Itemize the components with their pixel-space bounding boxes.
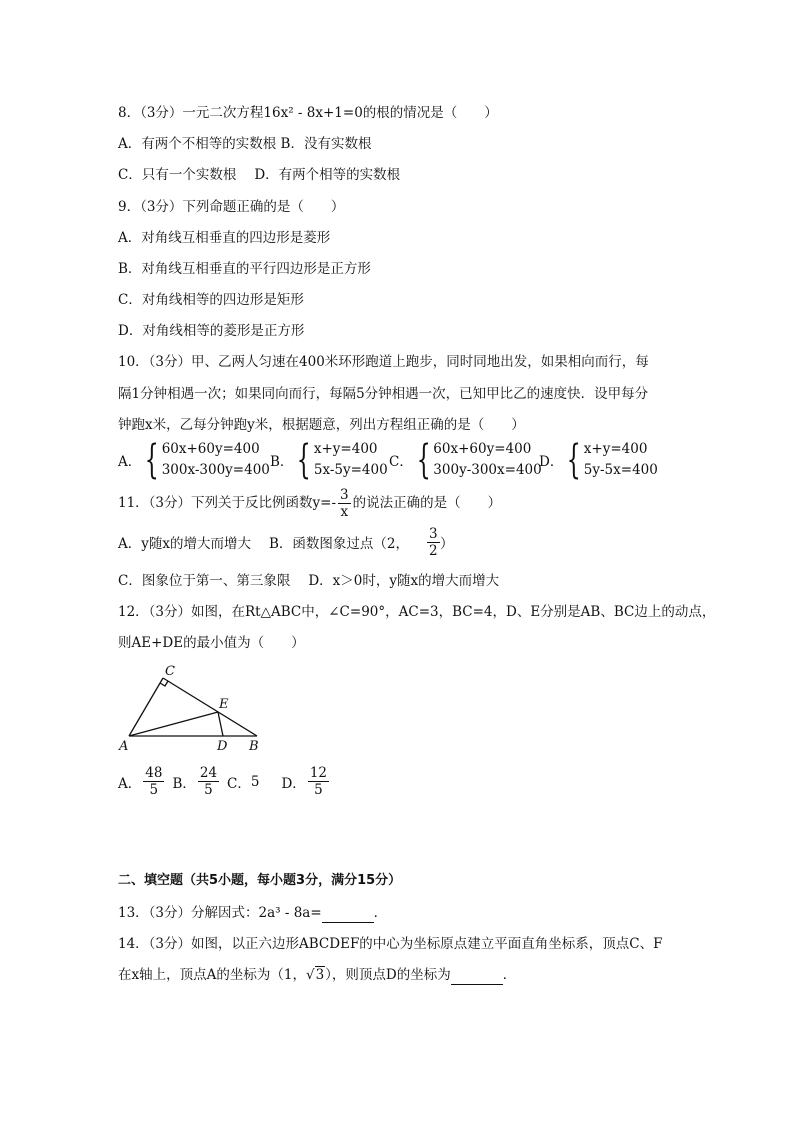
q10-option-d-label: D． — [539, 454, 564, 470]
brace-symbol: { — [567, 437, 582, 483]
q10-stem-line2: 隔1分钟相遇一次；如果同向而行，每隔5分钟相遇一次，已知甲比乙的速度快．设甲每分 — [118, 386, 649, 402]
q13-answer-blank — [322, 904, 374, 923]
q10-c-eq1: 60x+60y=400 — [433, 441, 532, 457]
sqrt-symbol: √3 — [305, 967, 325, 983]
q12-option-d-fraction — [308, 765, 329, 798]
q11-options-cd — [118, 572, 499, 590]
q11-option-b-denominator: 2 — [429, 543, 438, 559]
q12-option-c-value: 5 — [250, 773, 260, 790]
brace-symbol: { — [416, 437, 431, 483]
q12-option-b-label: B． — [172, 775, 196, 792]
q11-stem-post: 的说法正确的是（ ） — [352, 495, 502, 511]
q8-option-c: C．只有一个实数根 — [118, 167, 237, 183]
q8-option-ab: A．有两个不相等的实数根 B．没有实数根 — [118, 136, 372, 152]
section-heading: 二、填空题（共5小题，每小题3分，满分15分） — [118, 873, 402, 888]
label-d: D — [217, 739, 228, 754]
q14-stem-line1: 14．（3分）如图，以正六边形ABCDEF的中心为坐标原点建立平面直角坐标系，顶点C、F — [118, 936, 663, 952]
q11-option-b-pre: B．函数图象过点（2， — [269, 536, 410, 552]
q11-fraction-denominator: x — [340, 504, 349, 520]
label-a: A — [119, 739, 129, 754]
q10-option-a — [118, 439, 270, 481]
q12-option-d-label: D． — [281, 775, 306, 792]
q11-option-b-post: ） — [440, 536, 454, 552]
q8-option-d: D．有两个相等的实数根 — [254, 167, 401, 183]
q9-option-a: A．对角线互相垂直的四边形是菱形 — [118, 230, 331, 246]
numerator: 12 — [309, 765, 327, 781]
numerator: 48 — [145, 765, 163, 781]
q10-option-b — [270, 439, 388, 481]
q11-option-b-numerator: 3 — [429, 526, 438, 542]
q14-end: ． — [502, 967, 517, 983]
q11-fraction-numerator: 3 — [340, 487, 349, 503]
q14-answer-blank — [451, 966, 503, 985]
brace-symbol: { — [144, 437, 159, 483]
q10-d-eq1: x+y=400 — [583, 441, 648, 457]
q9-option-d: D．对角线相等的菱形是正方形 — [118, 323, 305, 339]
q11-fraction-sign: - — [331, 495, 337, 511]
q12-triangle-figure — [115, 660, 265, 755]
label-b: B — [249, 739, 259, 754]
q11-option-b-fraction — [427, 526, 440, 559]
q10-b-eq1: x+y=400 — [313, 441, 378, 457]
q13-end: ． — [373, 905, 388, 921]
q14-text-pre: 在x轴上，顶点A的坐标为（1， — [118, 967, 306, 983]
q14-text-mid: ），则顶点D的坐标为 — [325, 967, 451, 983]
segment-ae — [129, 712, 218, 736]
q8-stem: 8．（3分）一元二次方程16x² - 8x+1=0的根的情况是（ ） — [118, 105, 498, 121]
q12-option-a-fraction — [143, 765, 164, 798]
q11-options-ab — [118, 535, 409, 553]
q11-fraction — [338, 487, 351, 520]
q10-option-c-label: C． — [389, 454, 413, 470]
label-e: E — [219, 697, 229, 712]
q11-option-c: C．图象位于第一、第三象限 — [118, 573, 291, 589]
q9-stem: 9．（3分）下列命题正确的是（ ） — [118, 199, 345, 215]
brace-symbol: { — [297, 437, 312, 483]
q10-c-eq2: 300y-300x=400 — [433, 462, 542, 478]
q13-text: 13．（3分）分解因式：2a³ - 8a= — [118, 905, 322, 921]
q9-option-c: C．对角线相等的四边形是矩形 — [118, 292, 304, 308]
q10-b-eq2: 5x-5y=400 — [313, 462, 388, 478]
q12-options — [118, 765, 331, 798]
q8-options-cd — [118, 166, 400, 184]
denominator: 5 — [204, 782, 213, 798]
q11-stem — [118, 486, 501, 520]
q12-option-a-label: A． — [118, 775, 142, 792]
q12-stem-line1: 12．（3分）如图，在Rt△ABC中，∠C=90°，AC=3，BC=4，D、E分别是AB、BC边上的动点， — [118, 604, 716, 620]
q10-stem-line3: 钟跑x米，乙每分钟跑y米，根据题意，列出方程组正确的是（ ） — [118, 417, 525, 433]
q14-radicand: 3 — [315, 967, 325, 983]
q11-option-d: D．x＞0时，y随x的增大而增大 — [308, 573, 500, 589]
denominator: 5 — [314, 782, 323, 798]
q10-a-eq1: 60x+60y=400 — [161, 441, 260, 457]
q10-option-c — [389, 439, 542, 481]
q10-d-eq2: 5y-5x=400 — [583, 462, 658, 478]
label-c: C — [165, 664, 175, 679]
numerator: 24 — [199, 765, 218, 781]
denominator: 5 — [149, 782, 159, 798]
q10-stem-line1: 10．（3分）甲、乙两人匀速在400米环形跑道上跑步，同时同地出发，如果相向而行，每 — [118, 354, 649, 370]
q14-stem-line2 — [118, 966, 516, 985]
q10-option-a-label: A． — [118, 454, 142, 470]
q11-option-a: A．y随x的增大而增大 — [118, 536, 251, 552]
segment-de — [218, 712, 223, 736]
q12-option-c-label: C． — [227, 775, 251, 792]
q12-stem-line2: 则AE+DE的最小值为（ ） — [118, 635, 305, 651]
q10-option-b-label: B． — [270, 454, 294, 470]
q10-option-d — [539, 439, 658, 481]
q10-a-eq2: 300x-300y=400 — [161, 462, 270, 478]
q9-option-b: B．对角线互相垂直的平行四边形是正方形 — [118, 261, 371, 277]
q12-option-b-fraction — [198, 765, 219, 798]
q11-stem-pre: 11．（3分）下列关于反比例函数y= — [118, 495, 332, 511]
q13-stem — [118, 904, 387, 923]
segment-ac — [129, 678, 163, 736]
segment-cb — [163, 678, 257, 736]
